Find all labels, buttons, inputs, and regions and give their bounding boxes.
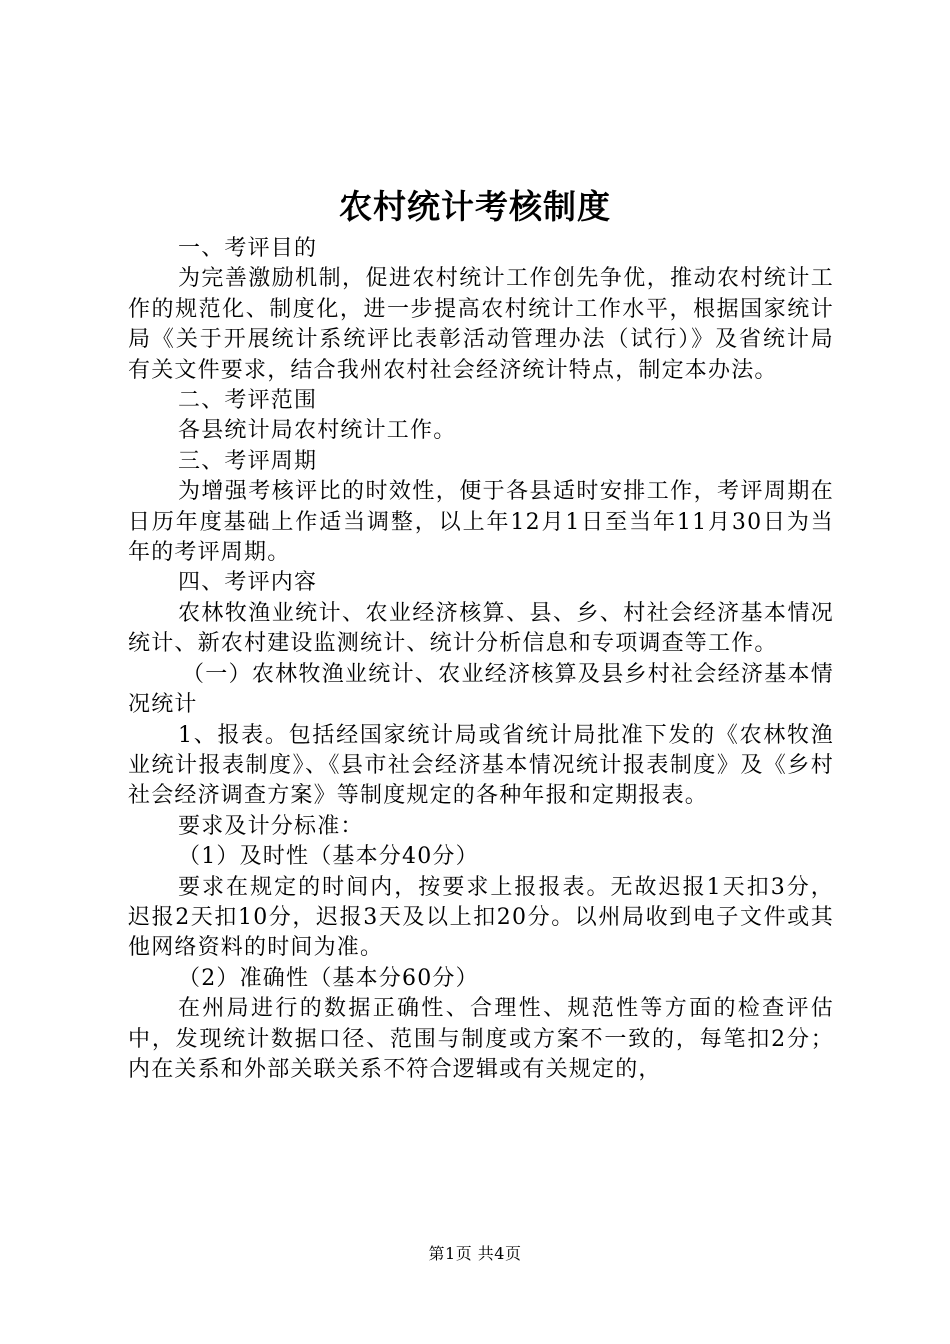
document-body xyxy=(128,234,834,1085)
paragraph-accuracy: 在州局进行的数据正确性、合理性、规范性等方面的检查评估中，发现统计数据口径、范围与制度或方案不一致的，每笔扣2分；内在关系和外部关联关系不符合逻辑或有关规定的， xyxy=(128,996,834,1082)
item-timeliness-heading: （1）及时性（基本分40分） xyxy=(178,844,479,870)
section-heading-1: 一、考评目的 xyxy=(178,236,318,261)
paragraph-period: 为增强考核评比的时效性，便于各县适时安排工作，考评周期在日历年度基础上作适当调整，以上年12月1日至当年11月30日为当年的考评周期。 xyxy=(128,479,834,566)
section-heading-2: 二、考评范围 xyxy=(178,388,318,414)
section-heading-4: 四、考评内容 xyxy=(178,570,318,596)
section-heading-3: 三、考评周期 xyxy=(178,448,318,474)
paragraph-scope: 各县统计局农村统计工作。 xyxy=(178,418,457,444)
subsection-heading-1: （一）农林牧渔业统计、农业经济核算及县乡村社会经济基本情况统计 xyxy=(128,661,834,718)
paragraph-content: 农林牧渔业统计、农业经济核算、县、乡、村社会经济基本情况统计、新农村建设监测统计、统计分析信息和专项调查等工作。 xyxy=(128,600,834,657)
document-title: 农村统计考核制度 xyxy=(339,187,611,226)
item-accuracy-heading: （2）准确性（基本分60分） xyxy=(178,965,479,991)
paragraph-purpose: 为完善激励机制，促进农村统计工作创先争优，推动农村统计工作的规范化、制度化，进一步提高农村统计工作水平，根据国家统计局《关于开展统计系统评比表彰活动管理办法（试行）》及省统计局有关文件要求，结合我州农村社会经济统计特点，制定本办法。 xyxy=(128,266,834,383)
paragraph-scoring-header: 要求及计分标准： xyxy=(178,813,364,839)
page-footer: 第1页 共4页 xyxy=(428,1244,522,1263)
paragraph-timeliness: 要求在规定的时间内，按要求上报报表。无故迟报1天扣3分，迟报2天扣10分，迟报3天及以上扣20分。以州局收到电子文件或其他网络资料的时间为准。 xyxy=(128,874,834,961)
paragraph-reports: 1、报表。包括经国家统计局或省统计局批准下发的《农林牧渔业统计报表制度》、《县市社会经济基本情况统计报表制度》及《乡村社会经济调查方案》等制度规定的各种年报和定期报表。 xyxy=(128,722,834,809)
